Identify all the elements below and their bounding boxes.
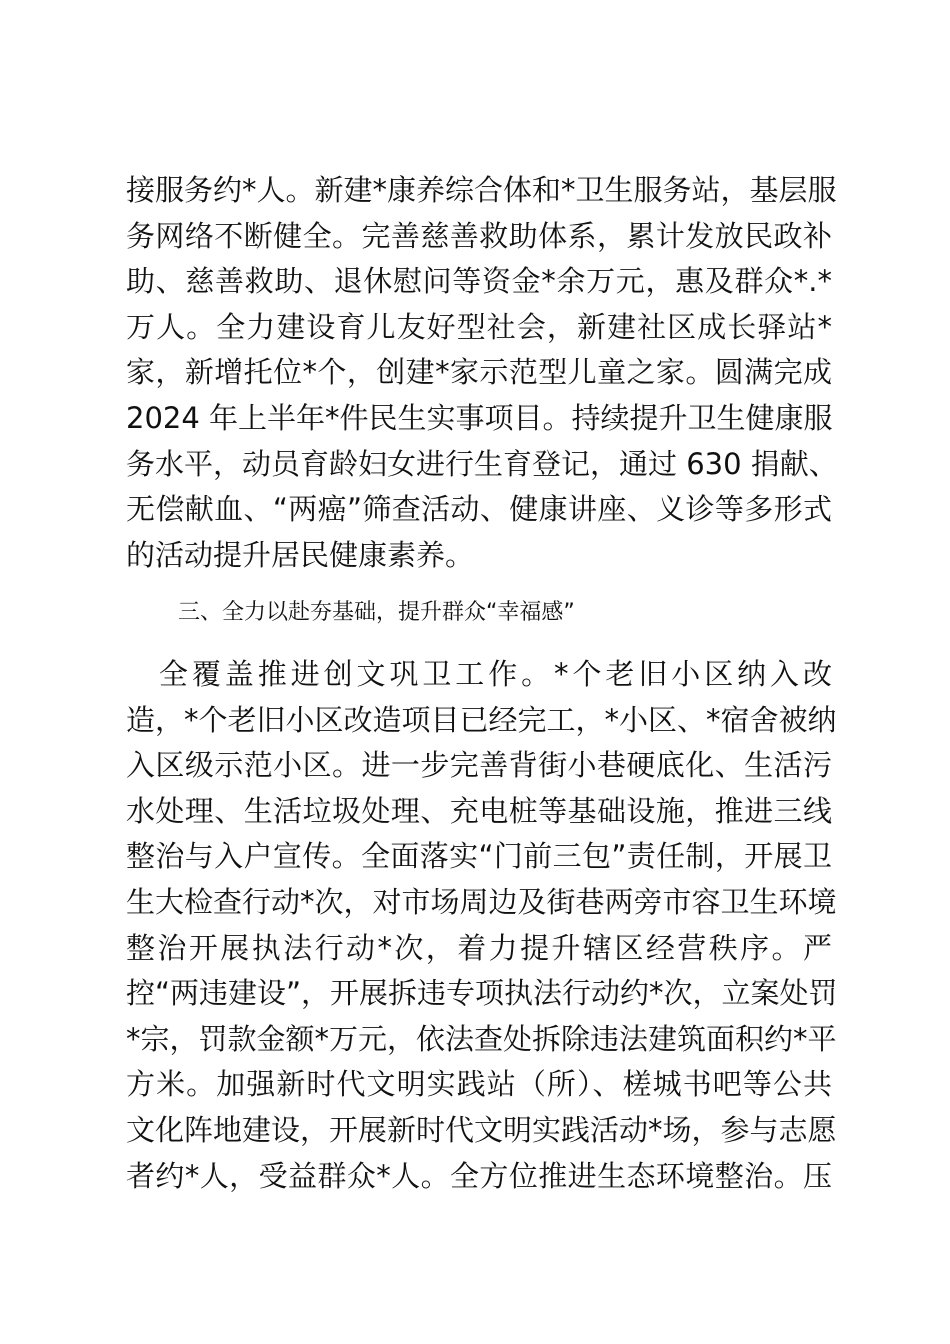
paragraph-line: 控“两违建设”，开展拆违专项执法行动约*次，立案处罚 [126,976,838,1011]
paragraph-line: 者约*人，受益群众*人。全方位推进生态环境整治。压 [126,1158,832,1193]
paragraph-line: 助、慈善救助、退休慰问等资金*余万元，惠及群众*.* [126,264,832,299]
paragraph-line: 万人。全力建设育儿友好型社会，新建社区成长驿站* [126,309,832,344]
paragraph-line: 的活动提升居民健康素养。 [126,537,475,572]
paragraph-line: *宗，罚款金额*万元，依法查处拆除违法建筑面积约*平 [126,1021,837,1056]
paragraph-line: 水处理、生活垃圾处理、充电桩等基础设施，推进三线 [126,793,832,828]
paragraph-line: 入区级示范小区。进一步完善背街小巷硬底化、生活污 [126,748,832,783]
paragraph-line: 务网络不断健全。完善慈善救助体系，累计发放民政补 [126,218,832,253]
paragraph-line: 整治与入户宣传。全面落实“门前三包”责任制，开展卫 [126,839,832,874]
paragraph-line: 文化阵地建设，开展新时代文明实践活动*场，参与志愿 [126,1112,837,1147]
paragraph-line: 接服务约*人。新建*康养综合体和*卫生服务站，基层服 [126,173,837,207]
paragraph-livelihood [126,168,838,578]
paragraph-line: 无偿献血、“两癌”筛查活动、健康讲座、义诊等多形式 [126,492,832,527]
paragraph-civilization [126,652,838,1199]
paragraph-line: 全覆盖推进创文巩卫工作。*个老旧小区纳入改 [126,657,832,691]
paragraph-line: 生大检查行动*次，对市场周边及街巷两旁市容卫生环境 [126,884,837,919]
paragraph-line: 方米。加强新时代文明实践站（所）、槎城书吧等公共 [126,1067,832,1102]
paragraph-line: 整治开展执法行动*次，着力提升辖区经营秩序。严 [126,930,832,965]
paragraph-line: 家，新增托位*个，创建*家示范型儿童之家。圆满完成 [126,355,832,390]
paragraph-line: 2024 年上半年*件民生实事项目。持续提升卫生健康服 [126,400,833,435]
section-heading: 三、全力以赴夯基础，提升群众“幸福感” [178,600,575,625]
paragraph-line: 务水平，动员育龄妇女进行生育登记，通过 630 捐献、 [126,446,838,481]
paragraph-line: 造，*个老旧小区改造项目已经完工，*小区、*宿舍被纳 [126,702,837,737]
